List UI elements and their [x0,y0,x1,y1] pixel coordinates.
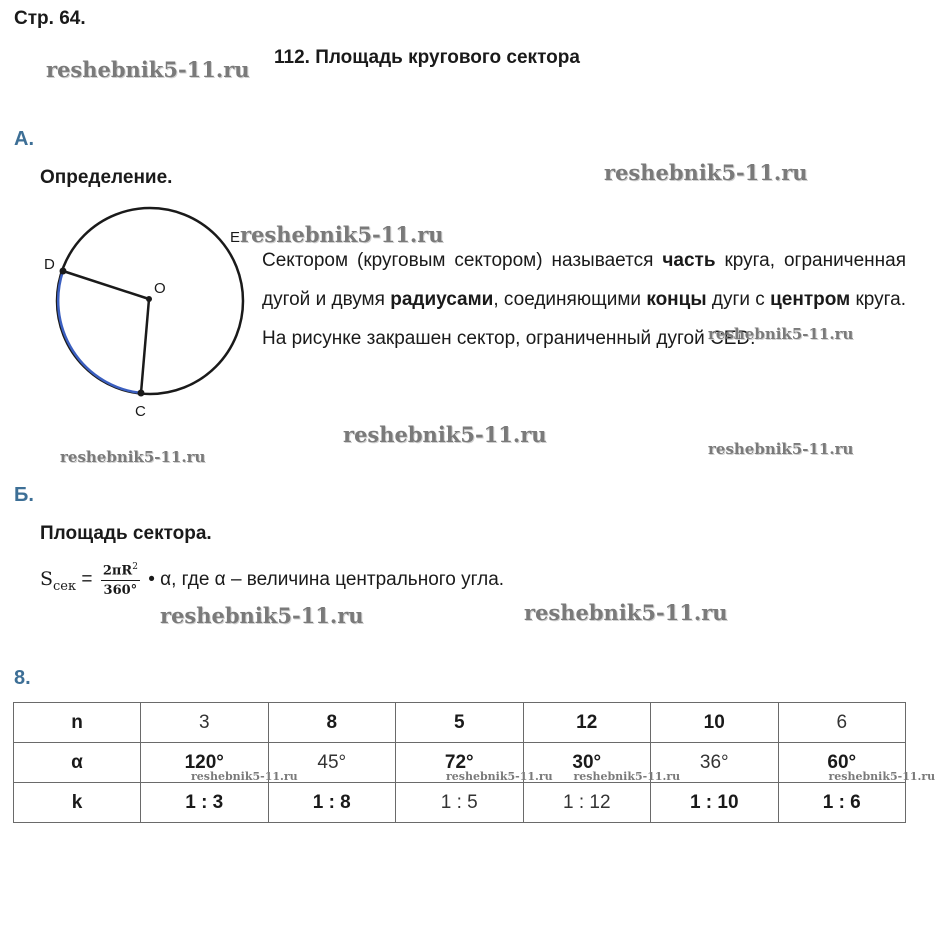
page-label: Стр. 64. [14,8,86,29]
point-d [60,268,67,275]
table-cell: 12 [523,703,651,743]
table-cell: 1 : 6 [778,783,906,823]
table-cell: 1 : 10 [651,783,779,823]
row-header: k [14,783,141,823]
table-cell: 60° reshebnik5-11.ru [778,743,906,783]
watermark: reshebnik5-11.ru [46,57,250,82]
watermark: reshebnik5-11.ru [191,770,298,783]
circle-sector-figure [40,195,260,425]
label-c: C [135,403,146,420]
watermark: reshebnik5-11.ru [160,603,364,628]
watermark: reshebnik5-11.ru [708,440,854,458]
table-row [14,783,906,823]
watermark: reshebnik5-11.ru [828,770,935,783]
section-title: 112. Площадь кругового сектора [274,47,580,68]
watermark: reshebnik5-11.ru [524,600,728,625]
sector-area-formula: $S_{сек}$ = $\frac{2\pi R^2}{360^\circ}$ • α, где α – величина центрального угла. [40,562,505,599]
area-heading: Площадь сектора. [40,523,212,544]
watermark: reshebnik5-11.ru [708,325,854,343]
table-cell: 30° reshebnik5-11.ru [523,743,651,783]
watermark: reshebnik5-11.ru [573,770,681,783]
point-o [146,296,152,302]
watermark: reshebnik5-11.ru [343,422,547,447]
definition-note: На рисунке закрашен сектор, ограниченный дугой CED. [262,328,756,349]
table-cell: 36° [651,743,779,783]
table-cell: 1 : 8 [268,783,396,823]
label-d: D [44,256,55,273]
watermark: reshebnik5-11.ru [60,448,206,466]
watermark: reshebnik5-11.ru [446,770,553,783]
answer-table [13,702,935,823]
table-cell: 1 : 5 [396,783,524,823]
radius-od [63,271,149,299]
formula-fraction: $\frac{2\pi R^2}{360^\circ}$ [102,562,138,599]
definition-heading: Определение. [40,167,173,188]
table-cell: 1 : 3 [141,783,269,823]
section-b-letter: Б. [14,484,34,506]
table-cell: 6 [778,703,906,743]
table-cell: 10 [651,703,779,743]
row-header: n [14,703,141,743]
definition-text: Сектором (круговым сектором) называется часть круга, ограниченная дугой и двумя радиусами, соединяющими концы дуги с центром круга. На рисунке закрашен сектор, ограниченный дугой CED. [262,241,906,358]
table-cell: 3 [141,703,269,743]
table-cell: 5 [396,703,524,743]
label-o: O [154,280,166,297]
table-cell: 72° reshebnik5-11.ru [396,743,524,783]
table-cell: 45° [268,743,396,783]
table-row [14,743,906,783]
point-c [138,390,145,397]
table-row [14,703,906,743]
section-a-letter: А. [14,128,34,150]
watermark: reshebnik5-11.ru [240,222,444,247]
table-cell: 1 : 12 [523,783,651,823]
sector-arc [58,271,141,393]
label-e: E [230,229,241,246]
table-cell: 8 [268,703,396,743]
table-cell: 120° reshebnik5-11.ru [141,743,269,783]
section-8-number: 8. [14,667,31,689]
radius-oc [141,299,149,393]
watermark: reshebnik5-11.ru [604,160,808,185]
row-header: α [14,743,141,783]
